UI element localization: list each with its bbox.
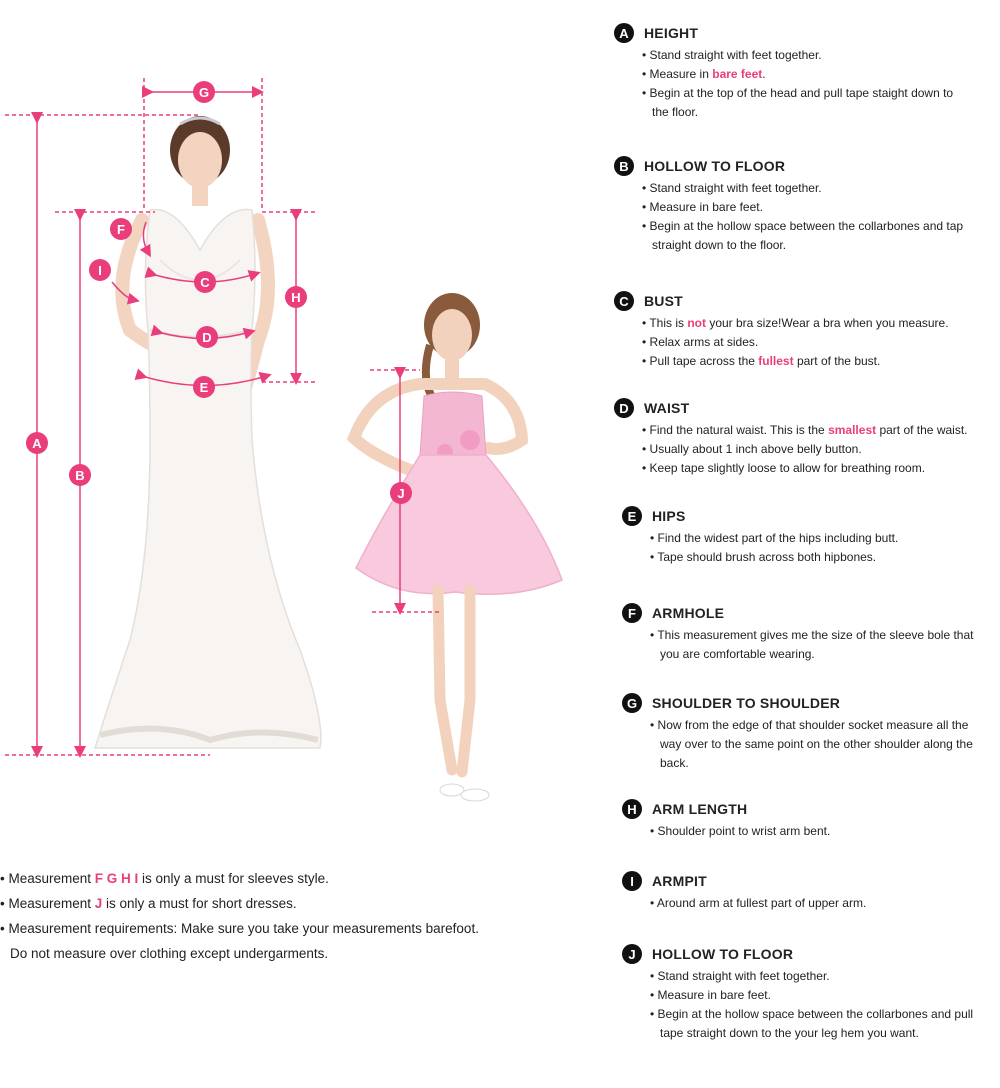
instruction-text: you are comfortable wearing. xyxy=(660,647,815,661)
measurement-notes xyxy=(0,866,479,966)
instruction-line xyxy=(642,459,968,478)
instruction-line xyxy=(642,236,963,255)
letter-badge: I xyxy=(622,871,642,891)
instruction-text: • Measure in bare feet. xyxy=(642,200,763,214)
instruction-text: • Pull tape across the xyxy=(642,354,759,368)
instruction-text: • This is xyxy=(642,316,688,330)
instruction-line xyxy=(650,716,973,735)
instruction-text: part of the bust. xyxy=(793,354,881,368)
section-title: WAIST xyxy=(644,400,690,416)
instruction-line xyxy=(650,967,973,986)
note-short-dresses: • Measurement J is only a must for short dresses. xyxy=(0,896,297,911)
section-armhole xyxy=(622,602,973,664)
instruction-line xyxy=(650,548,898,567)
svg-text:E: E xyxy=(199,380,209,395)
instruction-line xyxy=(650,1005,973,1024)
svg-text:C: C xyxy=(200,275,210,290)
svg-text:A: A xyxy=(32,436,42,451)
instruction-text: back. xyxy=(660,756,689,770)
instruction-list xyxy=(650,967,973,1043)
letter-badge: F xyxy=(622,603,642,623)
svg-text:H: H xyxy=(291,290,301,305)
letter-badge: J xyxy=(622,944,642,964)
instruction-line xyxy=(642,65,953,84)
instruction-list xyxy=(650,626,973,664)
instruction-text: • Measure in bare feet. xyxy=(650,988,771,1002)
letter-badge: D xyxy=(614,398,634,418)
highlight-text: fullest xyxy=(758,354,794,368)
note-requirements: • Measurement requirements: Make sure you take your measurements barefoot. xyxy=(0,921,479,936)
section-header xyxy=(622,692,973,714)
svg-text:F: F xyxy=(117,222,125,237)
instruction-line xyxy=(642,103,953,122)
instruction-line xyxy=(650,645,973,664)
letter-badge: G xyxy=(622,693,642,713)
section-title: HEIGHT xyxy=(644,25,699,41)
section-title: HOLLOW TO FLOOR xyxy=(652,946,794,962)
section-height xyxy=(614,22,953,122)
instruction-text: • Stand straight with feet together. xyxy=(650,969,830,983)
section-title: HIPS xyxy=(652,508,686,524)
instruction-line xyxy=(642,46,953,65)
instruction-list xyxy=(642,46,953,122)
instruction-line xyxy=(650,1024,973,1043)
instruction-list xyxy=(650,529,898,567)
instruction-line xyxy=(650,529,898,548)
instruction-text: • This measurement gives me the size of the sleeve bole that xyxy=(650,628,974,642)
instruction-text: straight down to the floor. xyxy=(652,238,787,252)
svg-text:J: J xyxy=(397,486,405,501)
instruction-line xyxy=(642,352,949,371)
section-header xyxy=(614,22,953,44)
section-header xyxy=(622,798,830,820)
instruction-line xyxy=(642,179,963,198)
instruction-line xyxy=(650,986,973,1005)
instruction-text: • Begin at the top of the head and pull tape staight down to xyxy=(642,86,954,100)
section-title: HOLLOW TO FLOOR xyxy=(644,158,786,174)
section-waist xyxy=(614,397,968,478)
section-header xyxy=(614,155,963,177)
section-header xyxy=(614,290,949,312)
svg-text:D: D xyxy=(202,330,212,345)
highlight-text: not xyxy=(687,316,706,330)
instruction-text: part of the waist. xyxy=(876,423,968,437)
instruction-list xyxy=(642,179,963,255)
instruction-text: • Usually about 1 inch above belly button. xyxy=(642,442,862,456)
section-header xyxy=(622,943,973,965)
instruction-text: • Tape should brush across both hipbones. xyxy=(650,550,877,564)
section-shoulder-to-shoulder xyxy=(622,692,973,773)
instruction-line xyxy=(650,822,830,841)
instruction-line xyxy=(650,894,866,913)
section-bust xyxy=(614,290,949,371)
note-sleeves-letters: F G H I xyxy=(94,871,139,886)
instruction-text: • Find the widest part of the hips including butt. xyxy=(650,531,899,545)
instruction-text: • Relax arms at sides. xyxy=(642,335,759,349)
instruction-text: your bra size!Wear a bra when you measure. xyxy=(705,316,949,330)
letter-badge: A xyxy=(614,23,634,43)
letter-badge: E xyxy=(622,506,642,526)
instruction-text: • Stand straight with feet together. xyxy=(642,48,822,62)
instruction-line xyxy=(642,421,968,440)
instruction-line xyxy=(642,84,953,103)
section-hollow-to-floor xyxy=(614,155,963,255)
section-title: BUST xyxy=(644,293,683,309)
section-title: SHOULDER TO SHOULDER xyxy=(652,695,841,711)
section-header xyxy=(622,505,898,527)
instruction-text: • Find the natural waist. This is the xyxy=(642,423,829,437)
instruction-list xyxy=(642,314,949,371)
instruction-text: • Keep tape slightly loose to allow for breathing room. xyxy=(642,461,926,475)
instruction-line xyxy=(642,198,963,217)
instruction-line xyxy=(650,626,973,645)
instruction-line xyxy=(642,217,963,236)
instruction-text: the floor. xyxy=(652,105,699,119)
section-arm-length xyxy=(622,798,830,841)
instruction-text: • Now from the edge of that shoulder socket measure all the xyxy=(650,718,969,732)
instruction-list xyxy=(642,421,968,478)
instruction-line xyxy=(642,440,968,459)
instruction-text: tape straight down to the your leg hem you want. xyxy=(660,1026,919,1040)
instruction-list xyxy=(650,716,973,773)
instruction-text: • Begin at the hollow space between the collarbones and pull xyxy=(650,1007,974,1021)
section-hollow-to-floor-short xyxy=(622,943,973,1043)
svg-text:I: I xyxy=(98,263,102,278)
svg-text:G: G xyxy=(198,85,210,100)
note-undergarments: Do not measure over clothing except undergarments. xyxy=(10,946,329,961)
section-title: ARMHOLE xyxy=(652,605,725,621)
highlight-text: smallest xyxy=(828,423,877,437)
instruction-list xyxy=(650,894,866,913)
note-sleeves: • Measurement F G H I is only a must for sleeves style. xyxy=(0,871,329,886)
section-hips xyxy=(622,505,898,567)
section-header xyxy=(614,397,968,419)
section-title: ARMPIT xyxy=(652,873,707,889)
instruction-text: way over to the same point on the other shoulder along the xyxy=(660,737,973,751)
section-header xyxy=(622,602,973,624)
instruction-line xyxy=(642,314,949,333)
instruction-line xyxy=(650,735,973,754)
section-title: ARM LENGTH xyxy=(652,801,748,817)
letter-badge: C xyxy=(614,291,634,311)
instruction-list xyxy=(650,822,830,841)
instruction-line xyxy=(642,333,949,352)
instruction-line xyxy=(650,754,973,773)
svg-text:B: B xyxy=(75,468,85,483)
highlight-text: bare feet xyxy=(712,67,763,81)
note-short-letters: J xyxy=(94,896,103,911)
instruction-text: • Stand straight with feet together. xyxy=(642,181,822,195)
section-armpit xyxy=(622,870,866,913)
instruction-text: • Shoulder point to wrist arm bent. xyxy=(650,824,831,838)
letter-badge: H xyxy=(622,799,642,819)
instruction-text: • Around arm at fullest part of upper arm. xyxy=(650,896,867,910)
letter-badge: B xyxy=(614,156,634,176)
instruction-text: . xyxy=(762,67,766,81)
instruction-text: • Measure in xyxy=(642,67,713,81)
section-header xyxy=(622,870,866,892)
instruction-text: • Begin at the hollow space between the collarbones and tap xyxy=(642,219,964,233)
